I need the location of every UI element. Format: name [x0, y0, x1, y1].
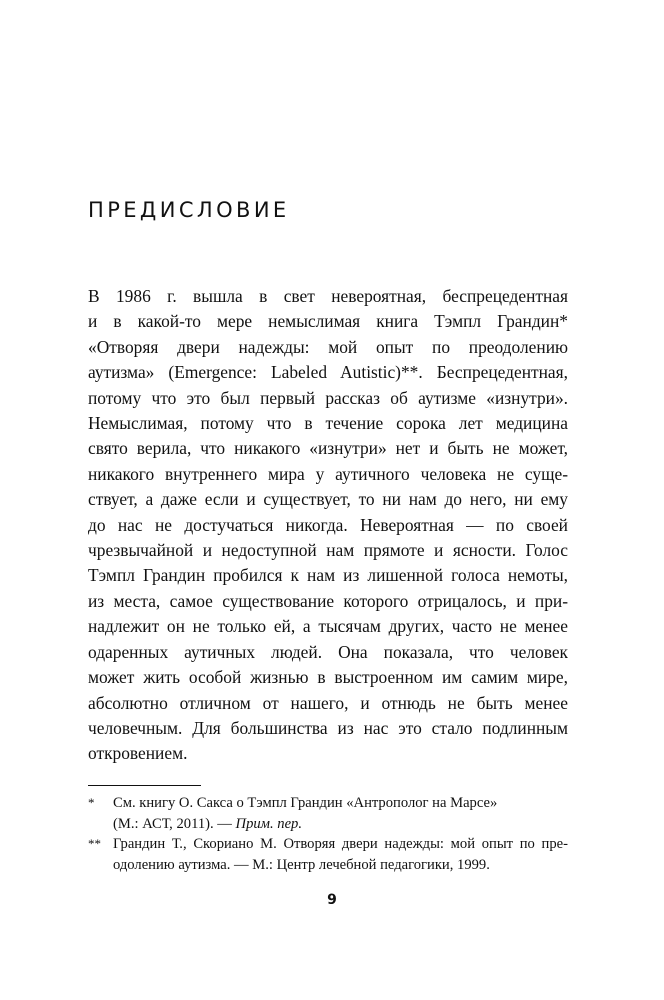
body-line: потому что это был первый рассказ об аутизме «изнутри».	[88, 387, 568, 408]
body-line: никакого внутреннего мира у аутичного человека не суще-	[88, 463, 568, 484]
footnote-marker: *	[88, 795, 95, 810]
body-line: одаренных аутичных людей. Она показала, что человек	[88, 641, 568, 662]
translator-note: Прим. пер.	[235, 815, 302, 832]
footnote-1	[88, 793, 568, 834]
body-line: В 1986 г. вышла в свет невероятная, беспрецедентная	[88, 286, 568, 306]
body-line: свято верила, что никакого «изнутри» нет и быть не может,	[88, 438, 568, 459]
body-line: ствует, а даже если и существует, то ни нам до него, ни ему	[88, 489, 568, 510]
footnote-divider	[88, 785, 201, 786]
footnotes	[88, 793, 568, 875]
footnote-text-continuation	[113, 814, 568, 835]
footnote-source: (М.: АСТ, 2011). —	[113, 815, 236, 832]
footnote-text: Грандин Т., Скориано М. Отворяя двери надежды: мой опыт по пре-	[113, 836, 568, 852]
body-line: из места, самое существование которого отрицалось, и при-	[88, 590, 568, 611]
footnote-text: См. книгу О. Сакса о Тэмпл Грандин «Антрополог на Марсе»	[113, 795, 498, 811]
footnote-2	[88, 834, 568, 875]
body-line: абсолютно отличном от нашего, и отнюдь не быть менее	[88, 692, 568, 713]
body-line: может жить особой жизнью в выстроенном им самим мире,	[88, 667, 568, 688]
page-number: 9	[327, 892, 337, 908]
chapter-heading: ПРЕДИСЛОВИЕ	[88, 198, 290, 222]
footnote-marker: **	[88, 836, 101, 851]
body-line: «Отворяя двери надежды: мой опыт по преодолению	[88, 336, 568, 357]
body-line: до нас не достучаться никогда. Невероятная — по своей	[88, 514, 568, 535]
footnote-text-continuation: одолению аутизма. — М.: Центр лечебной педагогики, 1999.	[113, 856, 490, 873]
body-paragraph	[88, 284, 568, 767]
body-line: надлежит он не только ей, а тысячам других, часто не менее	[88, 616, 568, 637]
body-line: и в какой-то мере немыслимая книга Тэмпл Грандин*	[88, 311, 568, 332]
body-line: Тэмпл Грандин пробился к нам из лишенной голоса немоты,	[88, 565, 568, 586]
body-line: чрезвычайной и недоступной нам прямоте и ясности. Голос	[88, 540, 568, 561]
body-line-last: откровением.	[88, 743, 188, 764]
body-line: аутизма» (Emergence: Labeled Autistic)**. Беспрецедентная,	[88, 362, 568, 383]
body-line: Немыслимая, потому что в течение сорока лет медицина	[88, 413, 568, 434]
body-line: человечным. Для большинства из нас это стало подлинным	[88, 717, 568, 738]
